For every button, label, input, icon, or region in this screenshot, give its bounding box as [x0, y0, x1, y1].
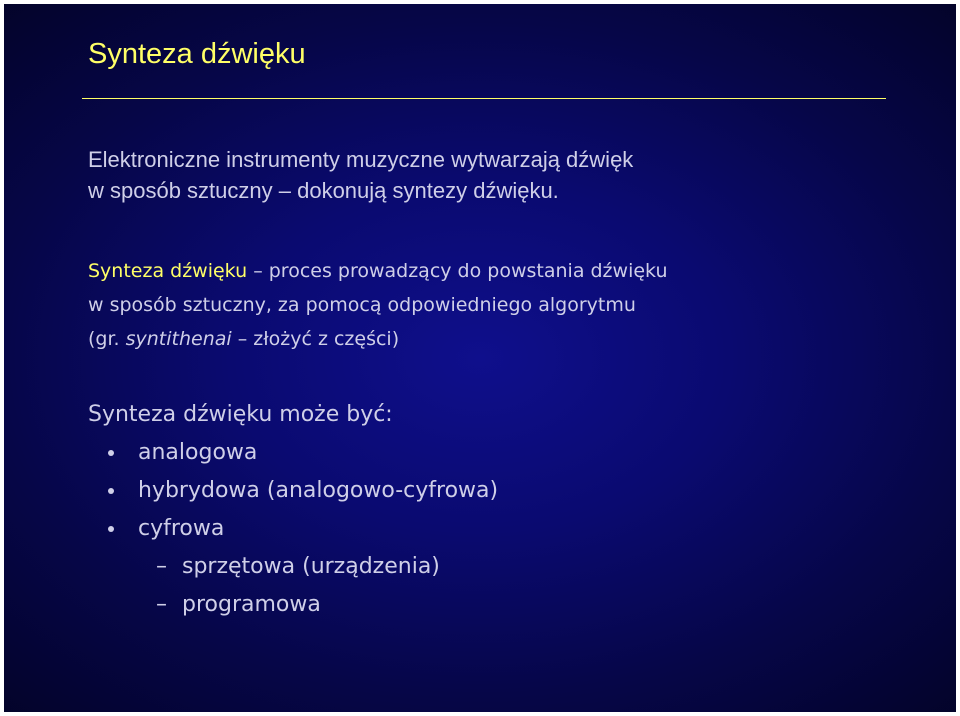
- list-item-label: hybrydowa (analogowo-cyfrowa): [138, 478, 499, 503]
- sub-list-item-label: programowa: [182, 592, 321, 617]
- bullet-dot-icon: [108, 488, 114, 494]
- sub-list-item: [88, 548, 498, 586]
- sub-list-item-label: sprzętowa (urządzenia): [182, 554, 440, 579]
- bullet-dot-icon: [108, 450, 114, 456]
- intro-paragraph: [88, 144, 633, 206]
- intro-line: w sposób sztuczny – dokonują syntezy dźwięku.: [88, 178, 559, 203]
- list-item-label: cyfrowa: [138, 516, 225, 541]
- definition-line-1: [88, 254, 668, 288]
- slide-title: Synteza dźwięku: [88, 38, 306, 70]
- definition-term: Synteza dźwięku: [88, 260, 248, 282]
- definition-paragraph: [88, 254, 668, 356]
- definition-etymology-prefix: (gr.: [88, 328, 126, 350]
- bullet-dot-icon: [108, 526, 114, 532]
- dash-bullet-icon: –: [156, 554, 167, 579]
- types-heading: Synteza dźwięku może być:: [88, 402, 393, 427]
- intro-line: Elektroniczne instrumenty muzyczne wytwarzają dźwięk: [88, 147, 634, 172]
- slide: [4, 4, 956, 712]
- digital-sub-list: [88, 548, 498, 624]
- definition-etymology-suffix: – złożyć z części): [231, 328, 400, 350]
- definition-line-1-rest: – proces prowadzący do powstania dźwięku: [247, 260, 668, 282]
- list-item: [88, 434, 498, 472]
- list-item-label: analogowa: [138, 440, 258, 465]
- dash-bullet-icon: –: [156, 592, 167, 617]
- definition-line-2: w sposób sztuczny, za pomocą odpowiedniego algorytmu: [88, 294, 636, 316]
- synthesis-types: [88, 396, 498, 624]
- definition-greek-word: syntithenai: [125, 328, 232, 350]
- sub-list-item: [88, 586, 498, 624]
- list-item: [88, 510, 498, 548]
- list-item: [88, 472, 498, 510]
- types-list: [88, 434, 498, 548]
- title-underline: [82, 98, 886, 99]
- definition-line-3: [88, 322, 668, 356]
